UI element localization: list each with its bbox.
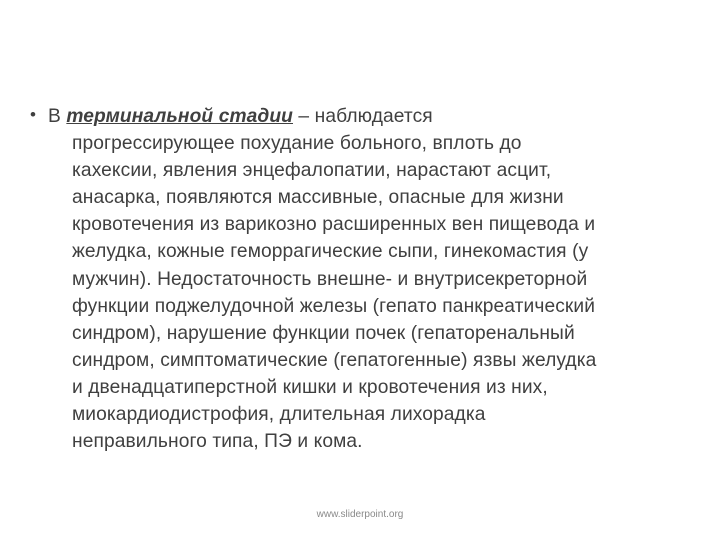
bullet-icon: • [30,105,36,124]
paragraph-line-1 [48,103,695,130]
paragraph-line-3: кахексии, явления энцефалопатии, нарастают асцит, [72,160,552,182]
bullet-paragraph [30,103,695,455]
paragraph-line-13: неправильного типа, ПЭ и кома. [72,431,363,453]
line-prefix: В [48,106,67,127]
paragraph-lines [48,103,695,455]
line-suffix: – наблюдается [293,106,433,127]
paragraph-line-8: функции поджелудочной железы (гепато панкреатический [72,295,596,317]
paragraph-line-12: миокардиодистрофия, длительная лихорадка [72,404,486,426]
footer-url: www.sliderpoint.org [316,509,404,520]
emphasized-term: терминальной стадии [66,106,293,127]
paragraph-line-11: и двенадцатиперстной кишки и кровотечения из них, [72,376,548,398]
paragraph-line-6: желудка, кожные геморрагические сыпи, гинекомастия (у [72,241,589,263]
paragraph-line-9: синдром), нарушение функции почек (гепаторенальный [72,322,575,344]
paragraph-line-4: анасарка, появляются массивные, опасные для жизни [72,187,564,209]
paragraph-line-10: синдром, симптоматические (гепатогенные) язвы желудка [72,349,597,371]
paragraph-line-2: прогрессирующее похудание больного, вплоть до [72,133,522,155]
paragraph-line-5: кровотечения из варикозно расширенных вен пищевода и [72,214,596,236]
paragraph-line-7: мужчин). Недостаточность внешне- и внутрисекреторной [72,268,588,290]
